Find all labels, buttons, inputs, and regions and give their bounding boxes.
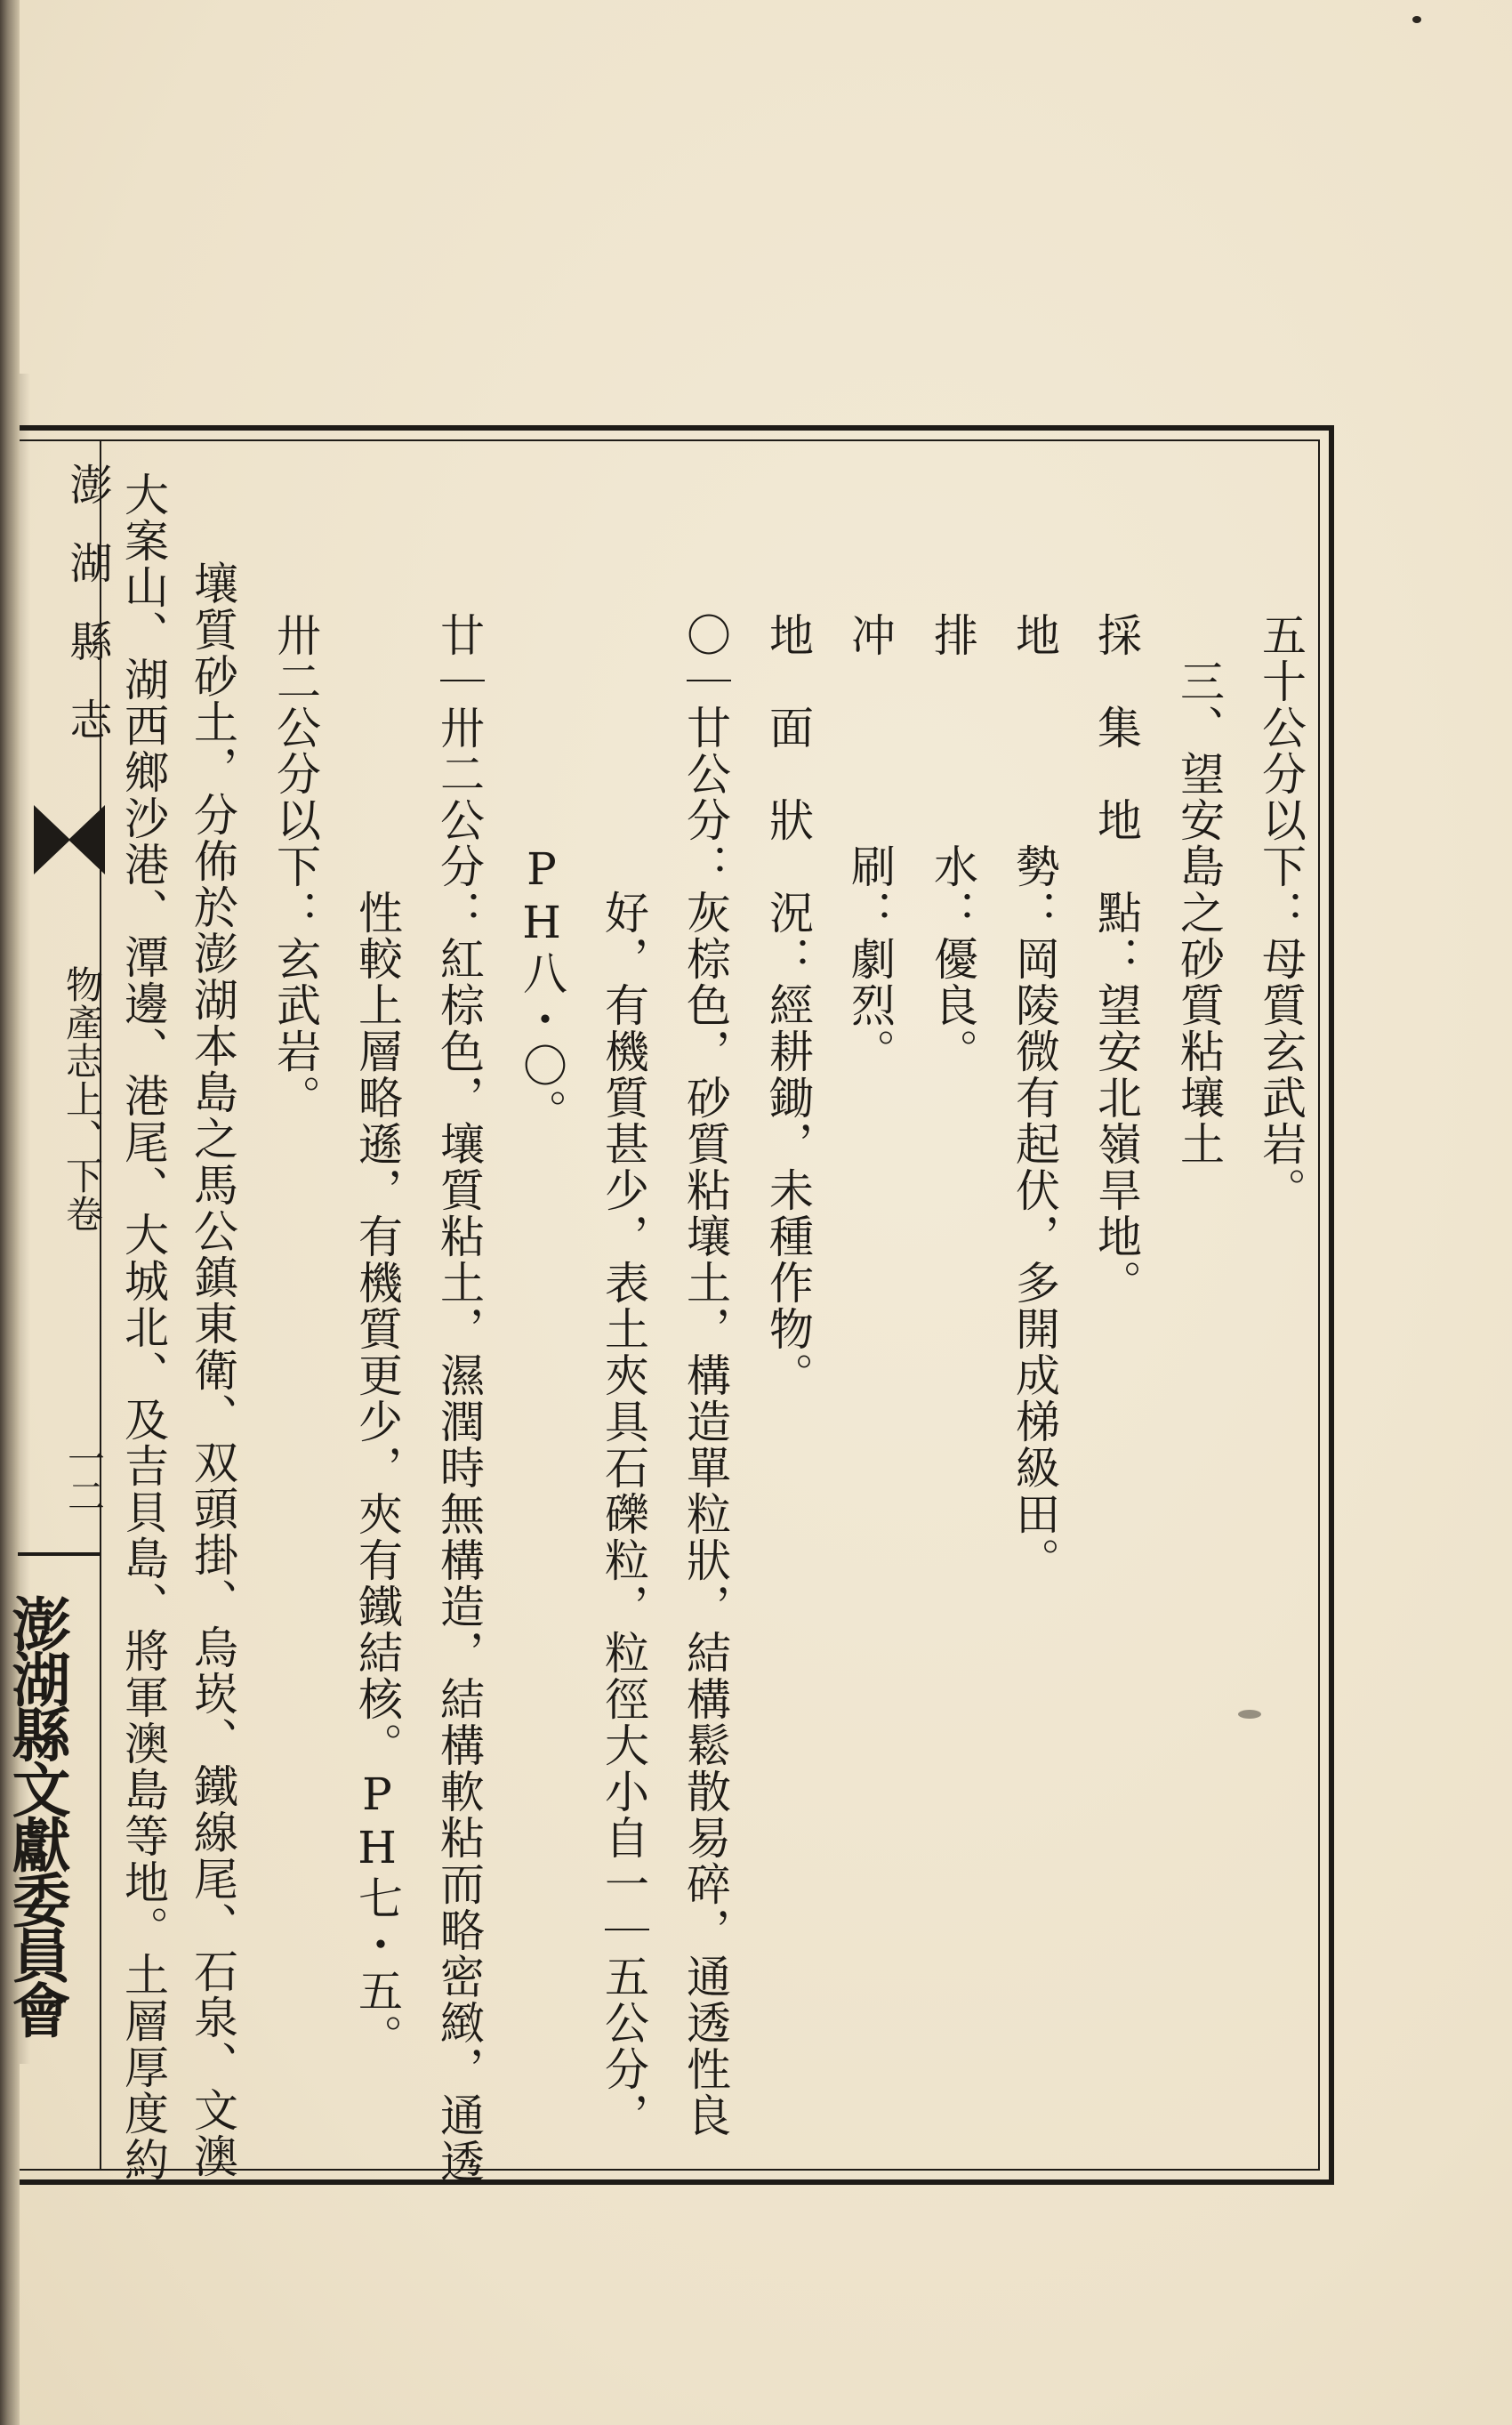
body-line-1: 五十公分以下：母質玄武岩。 <box>1255 612 1307 1213</box>
publisher-name: 澎湖縣文獻委員會 <box>2 1594 71 2035</box>
body-line-8: 〇｜廿公分：灰棕色，砂質粘壤土，構造單粒狀，結構鬆散易碎，通透性良 <box>680 612 731 2139</box>
body-line-15: 大案山、湖西鄉沙港、潭邊、港尾、大城北、及吉貝島、將軍澳島等地。土層厚度約 <box>117 471 169 2183</box>
paper-speck <box>1412 16 1421 23</box>
book-title: 澎湖縣志 <box>62 463 112 776</box>
page-number-rule <box>18 1552 100 1556</box>
page-number: 一二 <box>62 1439 106 1514</box>
fish-tail-mark <box>34 805 105 874</box>
body-line-13: 卅二公分以下：玄武岩。 <box>269 612 321 1121</box>
body-line-7: 地 面 狀 況：經耕鋤，未種作物。 <box>762 612 814 1398</box>
body-line-6: 冲 刷：劇烈。 <box>844 612 896 1075</box>
body-line-14: 壤質砂土，分佈於澎湖本島之馬公鎮東衛、双頭掛、烏崁、鐵線尾、石泉、文澳 <box>187 560 238 2179</box>
body-line-3: 採 集 地 點：望安北嶺旱地。 <box>1090 612 1142 1306</box>
body-line-10: PH八・〇。 <box>516 612 567 1135</box>
book-spine <box>0 0 20 2425</box>
body-line-11: 廿｜卅二公分：紅棕色，壤質粘土，濕潤時無構造，結構軟粘而略密緻，通透 <box>433 612 485 2185</box>
body-line-9: 好，有機質甚少，表土夾具石礫粒，粒徑大小自一｜五公分， <box>598 612 649 2139</box>
body-line-5: 排 水：優良。 <box>927 612 978 1075</box>
body-line-4: 地 勢：岡陵微有起伏，多開成梯級田。 <box>1009 612 1060 1583</box>
paper-speck <box>1238 1710 1261 1719</box>
body-line-12: 性較上層略遜，有機質更少，夾有鐵結核。PH七・五。 <box>351 612 403 2060</box>
body-line-2: 三、望安島之砂質粘壤土 <box>1173 612 1225 1167</box>
chapter-title: 物產志上、下卷 <box>60 965 104 1233</box>
